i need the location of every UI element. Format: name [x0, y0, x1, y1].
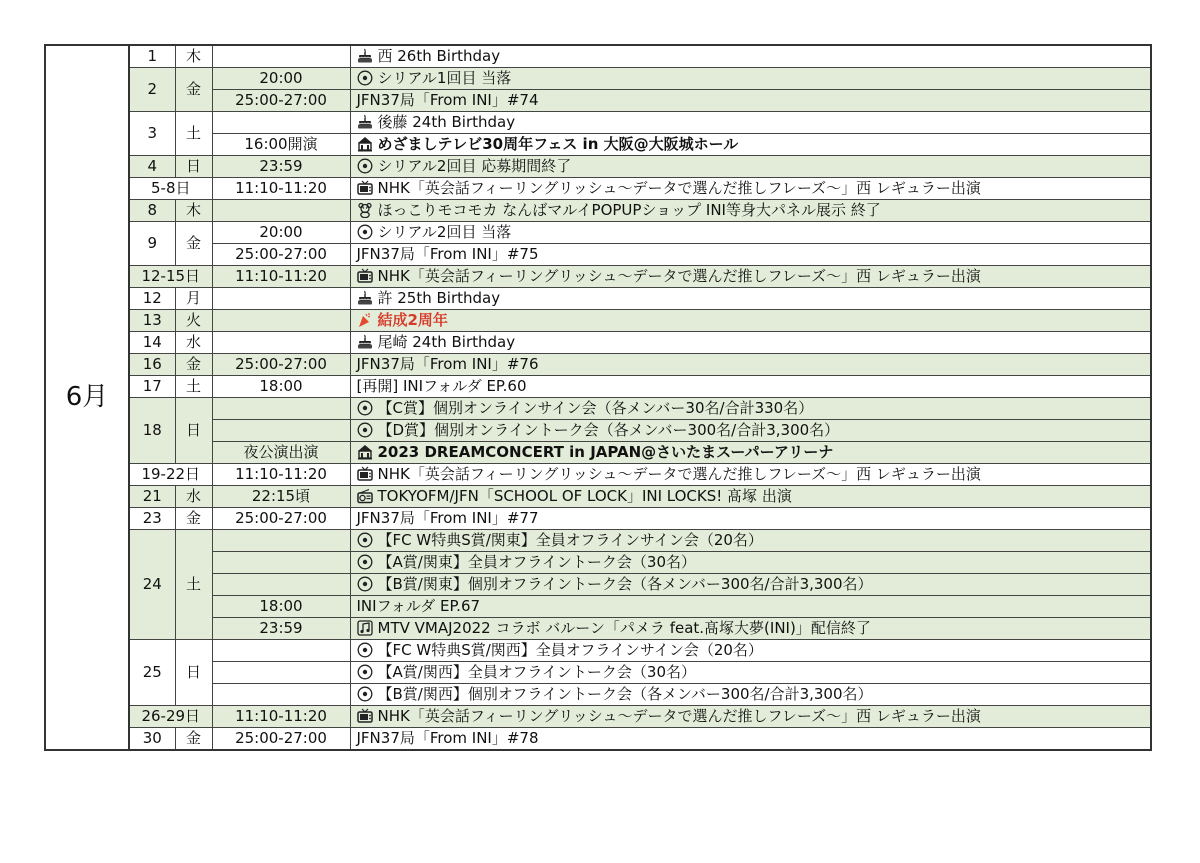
weekday: 木	[175, 200, 212, 222]
event-time	[212, 530, 350, 552]
event-text: INIフォルダ EP.67	[356, 597, 481, 615]
event-cell	[350, 68, 1151, 90]
weekday: 火	[175, 310, 212, 332]
event-cell	[350, 45, 1151, 68]
event-text: JFN37局「From INI」#76	[356, 355, 539, 373]
schedule-row	[45, 68, 1151, 90]
event-text: NHK「英会話フィーリングリッシュ～データで選んだ推しフレーズ～」西 レギュラー出演	[377, 179, 981, 197]
event-time: 25:00-27:00	[212, 244, 350, 266]
event-time: 22:15頃	[212, 486, 350, 508]
event-text: NHK「英会話フィーリングリッシュ～データで選んだ推しフレーズ～」西 レギュラー出演	[377, 707, 981, 725]
tv-icon	[357, 268, 373, 284]
bear-icon	[357, 202, 373, 218]
day-number: 21	[129, 486, 175, 508]
event-time	[212, 662, 350, 684]
event-cell	[350, 332, 1151, 354]
event-text: めざましテレビ30周年フェス in 大阪@大阪城ホール	[377, 135, 739, 153]
schedule-row	[45, 112, 1151, 134]
event-cell	[350, 596, 1151, 618]
event-time	[212, 640, 350, 662]
event-time	[212, 112, 350, 134]
weekday: 土	[175, 112, 212, 156]
schedule-row	[45, 200, 1151, 222]
day-number: 30	[129, 728, 175, 751]
event-time: 18:00	[212, 596, 350, 618]
day-range: 12-15日	[129, 266, 212, 288]
stage-icon	[357, 444, 373, 460]
disc-icon	[357, 158, 373, 174]
schedule-row	[45, 222, 1151, 244]
party-icon	[357, 312, 373, 328]
event-cell	[350, 530, 1151, 552]
disc-icon	[357, 686, 373, 702]
event-cell	[350, 244, 1151, 266]
stage-icon	[357, 136, 373, 152]
event-text: 許 25th Birthday	[377, 289, 501, 307]
event-cell	[350, 156, 1151, 178]
weekday: 金	[175, 508, 212, 530]
music-icon	[357, 620, 373, 636]
event-cell	[350, 398, 1151, 420]
event-text: 【A賞/関西】全員オフライントーク会（30名）	[377, 663, 697, 681]
day-number: 24	[129, 530, 175, 640]
event-cell	[350, 112, 1151, 134]
day-number: 2	[129, 68, 175, 112]
event-cell	[350, 662, 1151, 684]
schedule-row	[45, 706, 1151, 728]
event-text: ほっこりモコモカ なんばマルイPOPUPショップ INI等身大パネル展示 終了	[377, 201, 881, 219]
event-text: JFN37局「From INI」#75	[356, 245, 539, 263]
event-time	[212, 310, 350, 332]
schedule-row	[45, 640, 1151, 662]
event-text: 【FC W特典S賞/関西】全員オフラインサイン会（20名）	[377, 641, 763, 659]
event-text: NHK「英会話フィーリングリッシュ～データで選んだ推しフレーズ～」西 レギュラー出演	[377, 267, 981, 285]
schedule-row	[45, 266, 1151, 288]
event-time	[212, 574, 350, 596]
event-cell	[350, 376, 1151, 398]
event-cell	[350, 574, 1151, 596]
tv-icon	[357, 466, 373, 482]
event-text: TOKYOFM/JFN「SCHOOL OF LOCK」INI LOCKS! 髙塚 出演	[377, 487, 792, 505]
event-time: 夜公演出演	[212, 442, 350, 464]
schedule-row	[45, 464, 1151, 486]
day-number: 14	[129, 332, 175, 354]
event-cell	[350, 442, 1151, 464]
cake-icon	[357, 334, 373, 350]
day-number: 18	[129, 398, 175, 464]
event-cell	[350, 354, 1151, 376]
schedule-table	[44, 44, 1152, 751]
event-time: 16:00開演	[212, 134, 350, 156]
day-number: 13	[129, 310, 175, 332]
event-time: 23:59	[212, 618, 350, 640]
weekday: 日	[175, 398, 212, 464]
schedule-row	[45, 376, 1151, 398]
disc-icon	[357, 422, 373, 438]
day-range: 26-29日	[129, 706, 212, 728]
event-time: 11:10-11:20	[212, 266, 350, 288]
event-text: MTV VMAJ2022 コラボ バルーン「パメラ feat.髙塚大夢(INI)」配信終了	[377, 619, 871, 637]
event-cell	[350, 310, 1151, 332]
event-time: 20:00	[212, 222, 350, 244]
event-cell	[350, 486, 1151, 508]
schedule-row	[45, 728, 1151, 751]
event-cell	[350, 134, 1151, 156]
event-time	[212, 45, 350, 68]
schedule-row	[45, 486, 1151, 508]
weekday: 金	[175, 354, 212, 376]
event-time: 25:00-27:00	[212, 354, 350, 376]
weekday: 水	[175, 486, 212, 508]
day-number: 12	[129, 288, 175, 310]
schedule-row	[45, 530, 1151, 552]
day-number: 25	[129, 640, 175, 706]
event-text: [再開] INIフォルダ EP.60	[356, 377, 527, 395]
event-time	[212, 398, 350, 420]
cake-icon	[357, 290, 373, 306]
event-cell	[350, 200, 1151, 222]
event-cell	[350, 684, 1151, 706]
schedule-row	[45, 45, 1151, 68]
event-text: JFN37局「From INI」#78	[356, 729, 539, 747]
day-number: 23	[129, 508, 175, 530]
event-time: 25:00-27:00	[212, 508, 350, 530]
weekday: 日	[175, 640, 212, 706]
event-text: JFN37局「From INI」#77	[356, 509, 539, 527]
event-cell	[350, 508, 1151, 530]
event-time	[212, 288, 350, 310]
event-time	[212, 200, 350, 222]
event-time: 25:00-27:00	[212, 728, 350, 751]
event-cell	[350, 706, 1151, 728]
weekday: 金	[175, 68, 212, 112]
schedule-row	[45, 508, 1151, 530]
schedule-row	[45, 354, 1151, 376]
event-text: 【B賞/関東】個別オフライントーク会（各メンバー300名/合計3,300名）	[377, 575, 873, 593]
disc-icon	[357, 642, 373, 658]
event-time: 11:10-11:20	[212, 178, 350, 200]
schedule-row	[45, 178, 1151, 200]
disc-icon	[357, 400, 373, 416]
disc-icon	[357, 554, 373, 570]
event-cell	[350, 288, 1151, 310]
day-number: 1	[129, 45, 175, 68]
day-number: 4	[129, 156, 175, 178]
day-range: 19-22日	[129, 464, 212, 486]
event-text: JFN37局「From INI」#74	[356, 91, 539, 109]
weekday: 日	[175, 156, 212, 178]
disc-icon	[357, 224, 373, 240]
weekday: 土	[175, 376, 212, 398]
day-number: 3	[129, 112, 175, 156]
event-cell	[350, 178, 1151, 200]
event-time: 11:10-11:20	[212, 464, 350, 486]
disc-icon	[357, 532, 373, 548]
event-cell	[350, 640, 1151, 662]
disc-icon	[357, 576, 373, 592]
day-number: 16	[129, 354, 175, 376]
event-text: 【D賞】個別オンライントーク会（各メンバー300名/合計3,300名）	[377, 421, 840, 439]
weekday: 金	[175, 222, 212, 266]
day-number: 17	[129, 376, 175, 398]
schedule-row	[45, 310, 1151, 332]
day-number: 9	[129, 222, 175, 266]
event-cell	[350, 464, 1151, 486]
weekday: 金	[175, 728, 212, 751]
event-text: 西 26th Birthday	[377, 47, 501, 65]
event-time: 18:00	[212, 376, 350, 398]
event-time: 20:00	[212, 68, 350, 90]
month-label: 6月	[45, 45, 129, 750]
cake-icon	[357, 114, 373, 130]
event-cell	[350, 728, 1151, 751]
event-text: 後藤 24th Birthday	[377, 113, 516, 131]
cake-icon	[357, 48, 373, 64]
schedule-row	[45, 332, 1151, 354]
event-text: 【B賞/関西】個別オフライントーク会（各メンバー300名/合計3,300名）	[377, 685, 873, 703]
event-time: 23:59	[212, 156, 350, 178]
event-time	[212, 684, 350, 706]
event-text: 【FC W特典S賞/関東】全員オフラインサイン会（20名）	[377, 531, 763, 549]
event-cell	[350, 420, 1151, 442]
day-range: 5-8日	[129, 178, 212, 200]
day-number: 8	[129, 200, 175, 222]
schedule-row	[45, 398, 1151, 420]
disc-icon	[357, 664, 373, 680]
event-text: 尾崎 24th Birthday	[377, 333, 516, 351]
event-time: 11:10-11:20	[212, 706, 350, 728]
event-text: 結成2周年	[377, 311, 448, 329]
event-text: シリアル2回目 応募期間終了	[377, 157, 572, 175]
schedule-row	[45, 156, 1151, 178]
event-time: 25:00-27:00	[212, 90, 350, 112]
weekday: 木	[175, 45, 212, 68]
event-time	[212, 420, 350, 442]
event-cell	[350, 222, 1151, 244]
disc-icon	[357, 70, 373, 86]
tv-icon	[357, 708, 373, 724]
schedule-body	[45, 45, 1151, 750]
event-text: シリアル2回目 当落	[377, 223, 512, 241]
weekday: 月	[175, 288, 212, 310]
event-text: NHK「英会話フィーリングリッシュ～データで選んだ推しフレーズ～」西 レギュラー出演	[377, 465, 981, 483]
event-cell	[350, 266, 1151, 288]
event-text: 2023 DREAMCONCERT in JAPAN@さいたまスーパーアリーナ	[377, 443, 834, 461]
radio-icon	[357, 488, 373, 504]
event-time	[212, 332, 350, 354]
event-text: 【A賞/関東】全員オフライントーク会（30名）	[377, 553, 697, 571]
event-cell	[350, 618, 1151, 640]
event-text: 【C賞】個別オンラインサイン会（各メンバー30名/合計330名）	[377, 399, 814, 417]
weekday: 土	[175, 530, 212, 640]
tv-icon	[357, 180, 373, 196]
event-cell	[350, 90, 1151, 112]
event-cell	[350, 552, 1151, 574]
weekday: 水	[175, 332, 212, 354]
schedule-row	[45, 288, 1151, 310]
event-text: シリアル1回目 当落	[377, 69, 512, 87]
event-time	[212, 552, 350, 574]
